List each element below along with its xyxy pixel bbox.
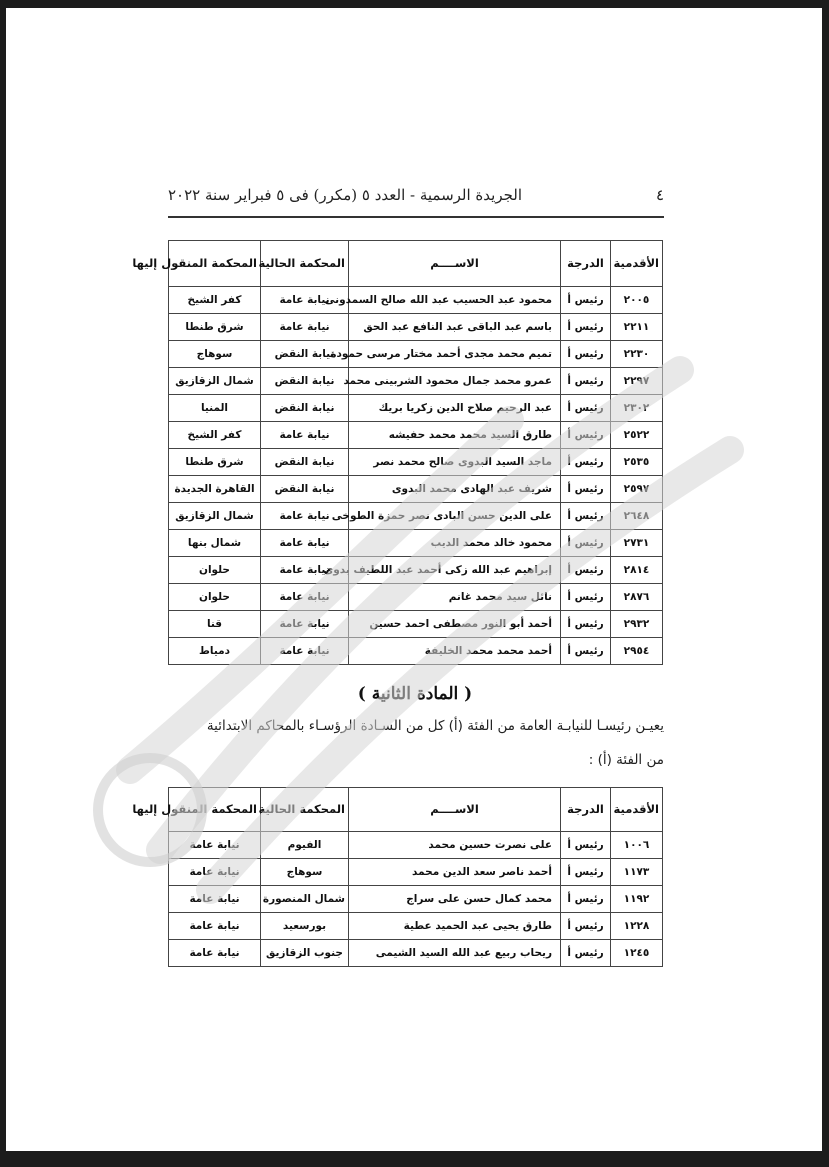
cell-seniority: ٢٣٠٢ [611,395,663,422]
col-current-court: المحكمة الحالية [261,241,349,287]
header-divider [168,216,664,218]
cell-name: عبد الرحيم صلاح الدين زكريا بريك [349,395,561,422]
cell-grade: رئيس أ [561,530,611,557]
col-seniority: الأقدمية [611,788,663,832]
col-seniority: الأقدمية [611,241,663,287]
cell-seniority: ١١٧٣ [611,859,663,886]
appointments-table-1 [132,240,663,665]
table-row [169,368,663,395]
cell-current-court: بورسعيد [261,913,349,940]
cell-current-court: نيابة النقض [261,341,349,368]
cell-current-court: الفيوم [261,832,349,859]
cell-grade: رئيس أ [561,638,611,665]
cell-current-court: نيابة النقض [261,449,349,476]
appointments-table-2 [132,787,663,967]
cell-seniority: ٢٨١٤ [611,557,663,584]
table-row [169,341,663,368]
cell-seniority: ٢٦٤٨ [611,503,663,530]
cell-grade: رئيس أ [561,940,611,967]
table-row [169,886,663,913]
cell-seniority: ٢٥٩٧ [611,476,663,503]
cell-grade: رئيس أ [561,314,611,341]
cell-name: على الدين حسن البادى نصر حمزة الطوخى [349,503,561,530]
cell-seniority: ١٢٤٥ [611,940,663,967]
cell-destination-court: حلوان [169,584,261,611]
cell-destination-court: شمال بنها [169,530,261,557]
table-row [169,557,663,584]
cell-grade: رئيس أ [561,557,611,584]
cell-current-court: نيابة عامة [261,638,349,665]
cell-current-court: شمال المنصورة [261,886,349,913]
cell-current-court: نيابة عامة [261,611,349,638]
table-row [169,314,663,341]
cell-current-court: نيابة عامة [261,422,349,449]
cell-grade: رئيس أ [561,859,611,886]
cell-grade: رئيس أ [561,449,611,476]
cell-seniority: ٢٥٢٢ [611,422,663,449]
cell-destination-court: دمياط [169,638,261,665]
cell-name: أحمد أبو النور مصطفى احمد حسين [349,611,561,638]
table-row [169,422,663,449]
cell-name: محمود عبد الحسيب عبد الله صالح السمدونى [349,287,561,314]
cell-current-court: نيابة عامة [261,584,349,611]
table-row [169,940,663,967]
cell-seniority: ٢٥٣٥ [611,449,663,476]
table-row [169,530,663,557]
cell-current-court: نيابة عامة [261,530,349,557]
cell-grade: رئيس أ [561,611,611,638]
cell-seniority: ٢٩٥٤ [611,638,663,665]
cell-grade: رئيس أ [561,476,611,503]
cell-name: باسم عبد الباقى عبد النافع عبد الحق [349,314,561,341]
cell-grade: رئيس أ [561,395,611,422]
cell-seniority: ١٠٠٦ [611,832,663,859]
cell-destination-court: كفر الشيخ [169,422,261,449]
cell-grade: رئيس أ [561,422,611,449]
cell-destination-court: شمال الزقازيق [169,503,261,530]
cell-name: أحمد ناصر سعد الدين محمد [349,859,561,886]
table-row [169,503,663,530]
cell-name: عمرو محمد جمال محمود الشربينى محمد [349,368,561,395]
cell-current-court: نيابة عامة [261,287,349,314]
cell-destination-court: نيابة عامة [169,859,261,886]
cell-grade: رئيس أ [561,832,611,859]
cell-destination-court: شرق طنطا [169,449,261,476]
cell-name: محمد كمال حسن على سراج [349,886,561,913]
table-row [169,449,663,476]
cell-grade: رئيس أ [561,503,611,530]
cell-name: شريف عبد الهادى محمد البدوى [349,476,561,503]
cell-name: طارق السيد محمد محمد حفيشه [349,422,561,449]
cell-seniority: ١١٩٢ [611,886,663,913]
cell-seniority: ٢٢١١ [611,314,663,341]
cell-grade: رئيس أ [561,886,611,913]
table-header-row [169,788,663,832]
cell-seniority: ٢٢٣٠ [611,341,663,368]
cell-destination-court: شرق طنطا [169,314,261,341]
section-paragraph-continuation: من الفئة (أ) : [588,752,664,768]
cell-current-court: سوهاج [261,859,349,886]
cell-destination-court: القاهرة الجديدة [169,476,261,503]
cell-name: ريحاب ربيع عبد الله السيد الشيمى [349,940,561,967]
cell-destination-court: سوهاج [169,341,261,368]
table-row [169,395,663,422]
cell-name: ماجد السيد البدوى صالح محمد نصر [349,449,561,476]
table-header-row [169,241,663,287]
table-row [169,832,663,859]
cell-name: طارق يحيى عبد الحميد عطية [349,913,561,940]
cell-current-court: جنوب الزقازيق [261,940,349,967]
section-paragraph: يعيـن رئيسـا للنيابـة العامة من الفئة (أ) كل من السـادة الرؤسـاء بالمحاكم الابتدائية [206,718,664,734]
cell-name: على نصرت حسين محمد [349,832,561,859]
table-row [169,476,663,503]
cell-current-court: نيابة النقض [261,368,349,395]
col-current-court: المحكمة الحالية [261,788,349,832]
cell-current-court: نيابة النقض [261,395,349,422]
col-name: الاســــم [349,788,561,832]
cell-destination-court: نيابة عامة [169,913,261,940]
cell-destination-court: حلوان [169,557,261,584]
cell-grade: رئيس أ [561,341,611,368]
page-header [168,186,664,204]
cell-current-court: نيابة عامة [261,557,349,584]
table-row [169,913,663,940]
cell-seniority: ٢٨٧٦ [611,584,663,611]
cell-grade: رئيس أ [561,287,611,314]
cell-name: تميم محمد مجدى أحمد مختار مرسى حمودة [349,341,561,368]
cell-destination-court: المنيا [169,395,261,422]
table-row [169,638,663,665]
cell-destination-court: نيابة عامة [169,886,261,913]
col-grade: الدرجة [561,788,611,832]
cell-name: محمود خالد محمد الديب [349,530,561,557]
cell-seniority: ٢٢٩٧ [611,368,663,395]
cell-seniority: ٢٩٣٢ [611,611,663,638]
cell-name: أحمد محمد محمد الخليفة [349,638,561,665]
cell-destination-court: قنا [169,611,261,638]
col-destination-court: المحكمة المنقول إليها [169,241,261,287]
cell-name: إبراهيم عبد الله زكى أحمد عبد اللطيف بدوى [349,557,561,584]
col-name: الاســــم [349,241,561,287]
cell-name: نائل سيد محمد غانم [349,584,561,611]
cell-seniority: ٢٠٠٥ [611,287,663,314]
cell-destination-court: نيابة عامة [169,832,261,859]
cell-grade: رئيس أ [561,584,611,611]
header-title: الجريدة الرسمية - العدد ٥ (مكرر) فى ٥ فبراير سنة ٢٠٢٢ [168,186,523,204]
cell-grade: رئيس أ [561,913,611,940]
cell-seniority: ١٢٢٨ [611,913,663,940]
cell-grade: رئيس أ [561,368,611,395]
cell-seniority: ٢٧٣١ [611,530,663,557]
table-row [169,859,663,886]
table-row [169,287,663,314]
col-grade: الدرجة [561,241,611,287]
cell-destination-court: كفر الشيخ [169,287,261,314]
page-number: ٤ [655,186,664,204]
table-row [169,584,663,611]
section-title: ( المادة الثانية ) [357,684,473,704]
col-destination-court: المحكمة المنقول إليها [169,788,261,832]
cell-destination-court: نيابة عامة [169,940,261,967]
cell-current-court: نيابة النقض [261,476,349,503]
table-row [169,611,663,638]
cell-current-court: نيابة عامة [261,503,349,530]
cell-destination-court: شمال الزقازيق [169,368,261,395]
cell-current-court: نيابة عامة [261,314,349,341]
